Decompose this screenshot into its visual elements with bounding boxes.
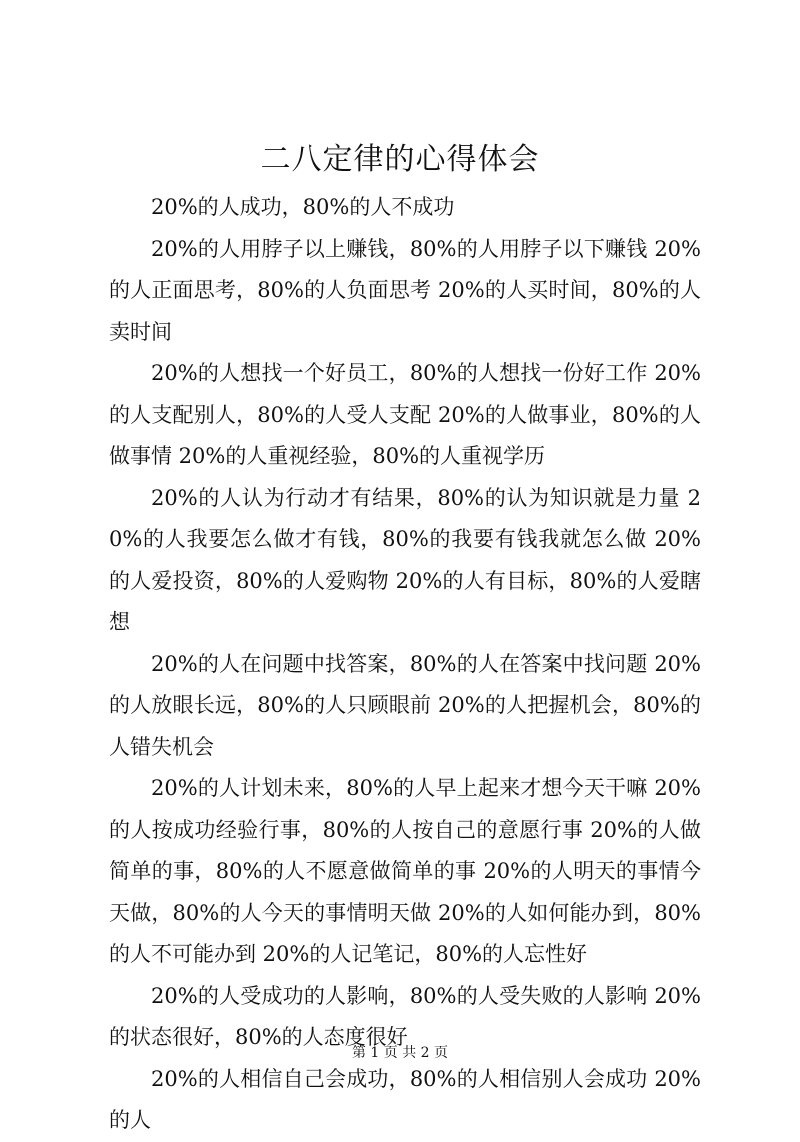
document-title: 二八定律的心得体会	[260, 142, 540, 177]
page-indicator: 第 1 页 共 2 页	[351, 1045, 449, 1061]
paragraph: 20%的人相信自己会成功，80%的人相信别人会成功 20%的人	[109, 1066, 701, 1132]
document-body	[109, 187, 701, 1142]
paragraph: 20%的人想找一个好员工，80%的人想找一份好工作 20%的人支配别人，80%的人受人支配 20%的人做事业，80%的人做事情 20%的人重视经验，80%的人重视学历	[109, 361, 701, 468]
paragraph: 20%的人受成功的人影响，80%的人受失败的人影响 20%的状态很好，80%的人态度很好	[109, 983, 701, 1049]
paragraph: 20%的人用脖子以上赚钱，80%的人用脖子以下赚钱 20%的人正面思考，80%的人负面思考 20%的人买时间，80%的人卖时间	[109, 236, 701, 344]
paragraph: 20%的人在问题中找答案，80%的人在答案中找问题 20%的人放眼长远，80%的人只顾眼前 20%的人把握机会，80%的人错失机会	[109, 651, 701, 759]
paragraph: 20%的人成功，80%的人不成功	[151, 195, 455, 219]
paragraph: 20%的人认为行动才有结果，80%的认为知识就是力量 20%的人我要怎么做才有钱，80%的我要有钱我就怎么做 20%的人爱投资，80%的人爱购物 20%的人有目标，80%的人爱瞎想	[109, 485, 701, 634]
paragraph: 20%的人计划未来，80%的人早上起来才想今天干嘛 20%的人按成功经验行事，80%的人按自己的意愿行事 20%的人做简单的事，80%的人不愿意做简单的事 20%的人明天的事情今天做，80%的人今天的事情明天做 20%的人如何能办到，80%的人不可能办到 20%的人记笔记，80%的人忘性好	[109, 776, 701, 966]
